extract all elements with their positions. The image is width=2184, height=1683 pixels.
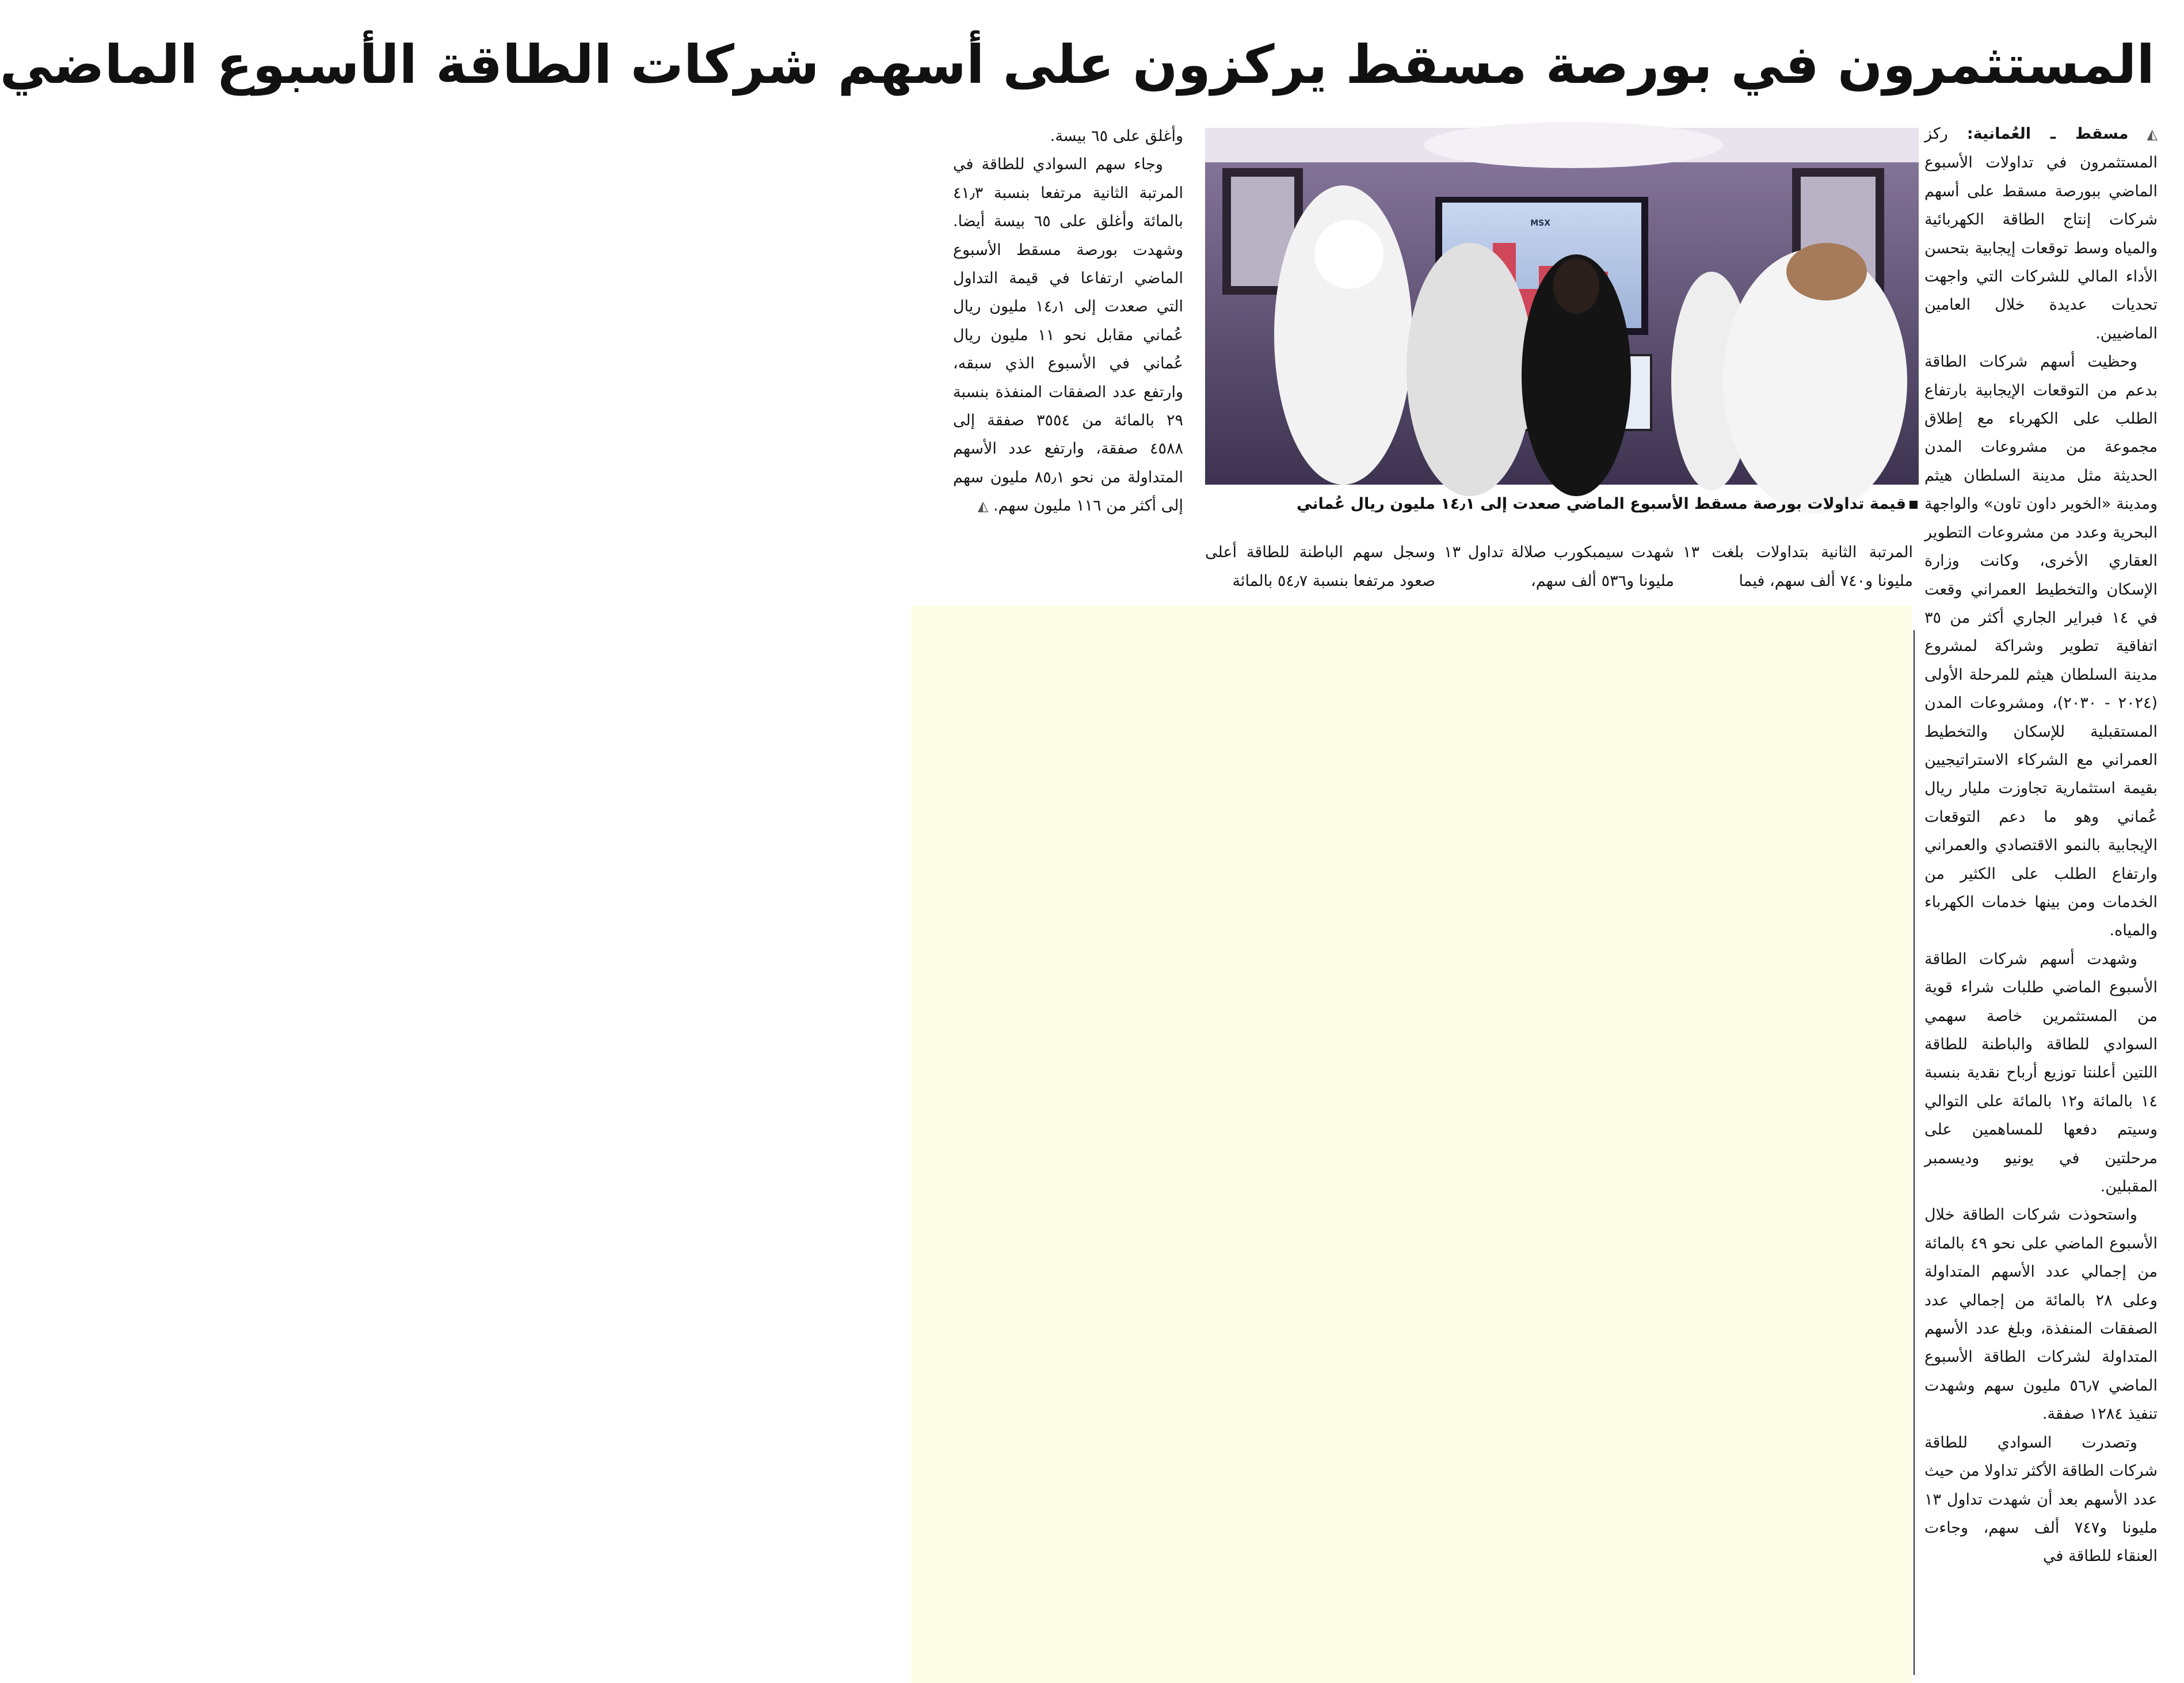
article-photo [1205, 128, 1919, 485]
headline: المستثمرون في بورصة مسقط يركزون على أسهم شركات الطاقة الأسبوع الماضي [0, 34, 2155, 96]
column-rule [1914, 630, 1915, 1675]
paragraph-5: وتصدرت السوادي للطاقة شركات الطاقة الأكثر تداولا من حيث عدد الأسهم بعد أن شهدت تداول ١٣ مليونا و٧٤٧ ألف سهم، وجاءت العنقاء للطاقة في [1924, 1433, 2158, 1566]
dateline: مسقط ـ العُمانية: [1966, 125, 2129, 143]
text-fragment-2: شهدت سيمبكورب صلالة تداول ١٣ مليونا و٥٣٦ ألف سهم، [1444, 543, 1674, 590]
text-fragment-1: المرتبة الثانية بتداولات بلغت ١٣ مليونا و٧٤٠ ألف سهم، فيما [1683, 543, 1913, 590]
text-fragment-3: وسجل سهم الباطنة للطاقة أعلى صعود مرتفعا بنسبة ٥٤٫٧ بالمائة [1205, 543, 1435, 590]
paragraph-1-text: ركز المستثمرون في تداولات الأسبوع الماضي ببورصة مسقط على أسهم شركات إنتاج الطاقة الكهربائية والمياه وسط توقعات إيجابية بتحسن الأداء المالي للشركات التي واجهت تحديات عديدة خلال العامين الماضيين. [1924, 125, 2158, 342]
left-paragraph-1: وأغلق على ٦٥ بيسة. [1050, 127, 1183, 145]
photo-caption-text: قيمة تداولات بورصة مسقط الأسبوع الماضي صعدت إلى ١٤٫١ مليون ريال عُماني [1297, 495, 1906, 513]
article-column-left [953, 122, 1183, 594]
paragraph-1 [1924, 120, 2158, 348]
paragraph-3: وشهدت أسهم شركات الطاقة الأسبوع الماضي طلبات شراء قوية من المستثمرين خاصة سهمي السوادي للطاقة والباطنة للطاقة اللتين أعلنتا توزيع أرباح نقدية بنسبة ١٤ بالمائة و١٢ بالمائة على التوالي وسيتم دفعها للمساهمين على مرحلتين في يونيو وديسمبر المقبلين. [1924, 950, 2158, 1196]
paragraph-4: واستحوذت شركات الطاقة خلال الأسبوع الماضي على نحو ٤٩ بالمائة من إجمالي عدد الأسهم المتداولة وعلى ٢٨ بالمائة من إجمالي عدد الصفقات المنفذة، وبلغ عدد الأسهم المتداولة لشركات الطاقة الأسبوع الماضي ٥٦٫٧ مليون سهم وشهدت تنفيذ ١٢٨٤ صفقة. [1924, 1206, 2158, 1423]
newspaper-logo-icon: ◭ [2128, 126, 2158, 142]
left-paragraph-2 [953, 150, 1183, 520]
end-mark-icon: ◭ [977, 498, 989, 515]
article-column-right [1924, 120, 2158, 1674]
paragraph-2: وحظيت أسهم شركات الطاقة بدعم من التوقعات الإيجابية بارتفاع الطلب على الكهرباء مع إطلاق مجموعة من مشروعات المدن الحديثة مثل مدينة السلطان هيثم ومدينة «الخوير داون تاون» والواجهة البحرية وعدد من مشروعات التطوير العقاري الأخرى، وكانت وزارة الإسكان والتخطيط العمراني وقعت في ١٤ فبراير الجاري أكثر من ٣٥ اتفاقية تطوير وشراكة لمشروع مدينة السلطان هيثم للمرحلة الأولى (٢٠٢٤ - ٢٠٣٠)، ومشروعات المدن المستقبلية للإسكان والتخطيط العمراني مع الشركاء الاستراتيجيين بقيمة استثمارية تجاوزت مليار ريال عُماني وهو ما دعم التوقعات الإيجابية بالنمو الاقتصادي والعمراني وارتفاع الطلب على الكثير من الخدمات ومن بينها خدمات الكهرباء والمياه. [1924, 353, 2158, 940]
left-paragraph-2-text: وجاء سهم السوادي للطاقة في المرتبة الثانية مرتفعا بنسبة ٤١٫٣ بالمائة وأغلق على ٦٥ بيسة أيضا. وشهدت بورصة مسقط الأسبوع الماضي ارتفاعا في قيمة التداول التي صعدت إلى ١٤٫١ مليون ريال عُماني مقابل نحو ١١ مليون ريال عُماني في الأسبوع الذي سبقه، وارتفع عدد الصفقات المنفذة بنسبة ٢٩ بالمائة من ٣٥٥٤ صفقة إلى ٤٥٨٨ صفقة، وارتفع عدد الأسهم المتداولة من نحو ٨٥٫١ مليون سهم إلى أكثر من ١١٦ مليون سهم. [953, 155, 1184, 515]
screen-label: MSX [1530, 219, 1550, 228]
blank-ad-area [912, 606, 1912, 1683]
caption-bullet-icon [1909, 501, 1918, 509]
photo-caption [1206, 489, 1918, 519]
